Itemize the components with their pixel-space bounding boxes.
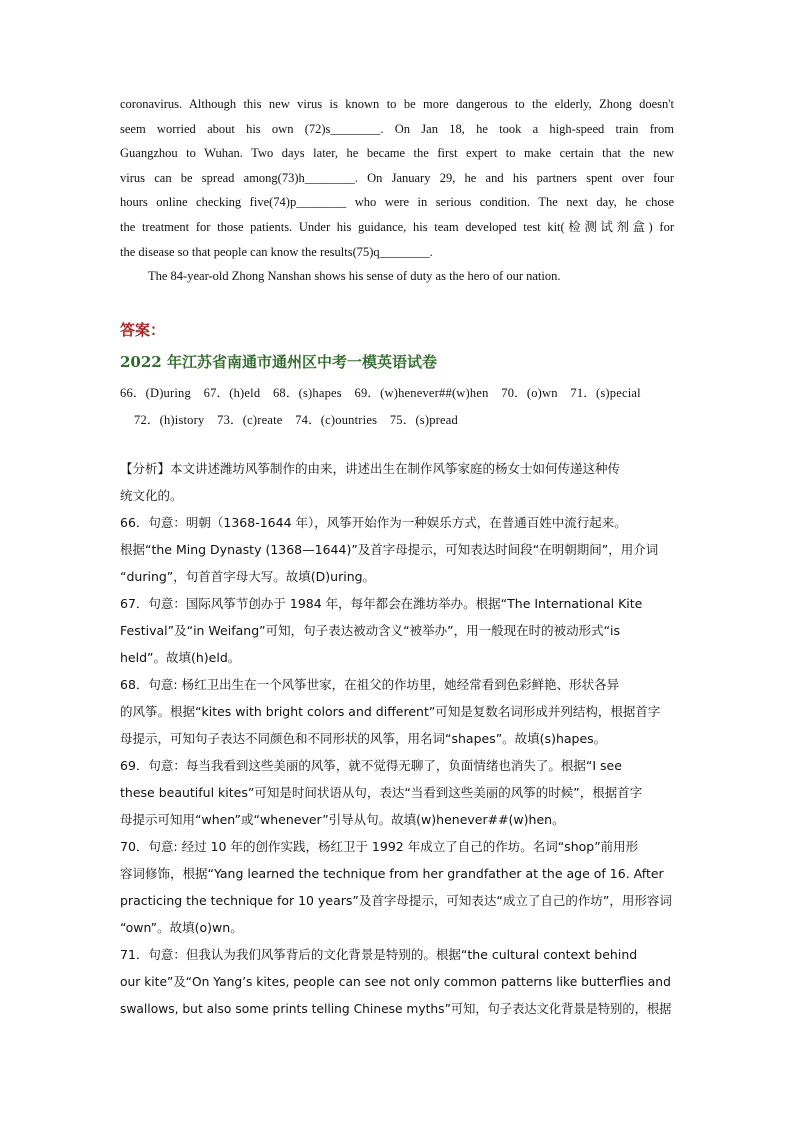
analysis-line: these beautiful kites”可知是时间状语从句，表达“当看到这些美丽的风筝的时候”，根据首字 [120, 785, 643, 800]
analysis-line: swallows, but also some prints telling Chinese myths”可知，句子表达文化背景是特别的，根据 [120, 1002, 672, 1016]
passage-closing: The 84-year-old Zhong Nanshan shows his sense of duty as the hero of our nation. [148, 269, 561, 283]
answer-heading: 答案： [120, 321, 166, 339]
passage-line: hours online checking five(74)p________ who were in serious condition. The next day, he chose [120, 195, 674, 209]
answer-key-line: 66．(D)uring 67．(h)eld 68．(s)hapes 69．(w)henever##(w)hen 70．(o)wn 71．(s)pecial [120, 386, 641, 400]
analysis-line: practicing the technique for 10 years”及首字母提示，可知表达“成立了自己的作坊”，用形容词 [120, 893, 672, 908]
passage-line: coronavirus. Although this new virus is known to be more dangerous to the elderly, Zhong doesn't [120, 97, 674, 111]
answer-key-line: 72．(h)istory 73．(c)reate 74．(c)ountries 75．(s)pread [134, 413, 458, 427]
analysis-line: 69．句意：每当我看到这些美丽的风筝，就不觉得无聊了，负面情绪也消失了。根据“I see [120, 758, 622, 773]
analysis-line: 母提示，可知句子表达不同颜色和不同形状的风筝，用名词“shapes”。故填(s)hapes。 [120, 731, 607, 746]
analysis-line: 67．句意：国际风筝节创办于 1984 年，每年都会在潍坊举办。根据“The International Kite [120, 596, 643, 611]
analysis-line: 母提示可知用“when”或“whenever”引导从句。故填(w)henever##(w)hen。 [120, 812, 565, 827]
analysis-line: Festival”及“in Weifang”可知，句子表达被动含义“被举办”，用一般现在时的被动形式“is [120, 623, 621, 638]
analysis-line: 【分析】本文讲述潍坊风筝制作的由来，讲述出生在制作风筝家庭的杨女士如何传递这种传 [120, 461, 621, 476]
analysis-line: 容词修饰，根据“Yang learned the technique from her grandfather at the age of 16. After [120, 866, 664, 881]
analysis-line: 71．句意：但我认为我们风筝背后的文化背景是特别的。根据“the cultural context behind [120, 947, 638, 962]
passage-line: Guangzhou to Wuhan. Two days later, he became the first expert to make certain that the new [120, 146, 674, 160]
analysis-line: 的风筝。根据“kites with bright colors and different”可知是复数名词形成并列结构，根据首字 [120, 704, 661, 719]
analysis-line: “during”，句首首字母大写。故填(D)uring。 [120, 569, 376, 584]
passage-line: seem worried about his own (72)s________. On Jan 18, he took a high-speed train from [120, 122, 674, 136]
analysis-line: held”。故填(h)eld。 [120, 650, 241, 665]
analysis-line: 68．句意: 杨红卫出生在一个风筝世家，在祖父的作坊里，她经常看到色彩鲜艳、形状各异 [120, 677, 620, 692]
passage-line: the disease so that people can know the results(75)q________. [120, 245, 433, 259]
passage-line: virus can be spread among(73)h________. On January 29, he and his partners spent over four [120, 171, 674, 185]
analysis-line: “own”。故填(o)wn。 [120, 920, 243, 935]
analysis-line: 统文化的。 [120, 488, 183, 503]
exam-title: 2022 年江苏省南通市通州区中考一模英语试卷 [120, 353, 437, 371]
analysis-line: 70．句意: 经过 10 年的创作实践，杨红卫于 1992 年成立了自己的作坊。名词“shop”前用形 [120, 839, 639, 854]
passage-line: the treatment for those patients. Under his guidance, his team developed test kit(检测试剂盒) for [120, 220, 674, 234]
analysis-line: 根据“the Ming Dynasty (1368—1644)”及首字母提示，可知表达时间段“在明朝期间”，用介词 [120, 542, 659, 557]
analysis-line: our kite”及“On Yang’s kites, people can see not only common patterns like butterflies and [120, 975, 671, 989]
analysis-line: 66．句意：明朝（1368-1644 年），风筝开始作为一种娱乐方式，在普通百姓中流行起来。 [120, 515, 627, 530]
